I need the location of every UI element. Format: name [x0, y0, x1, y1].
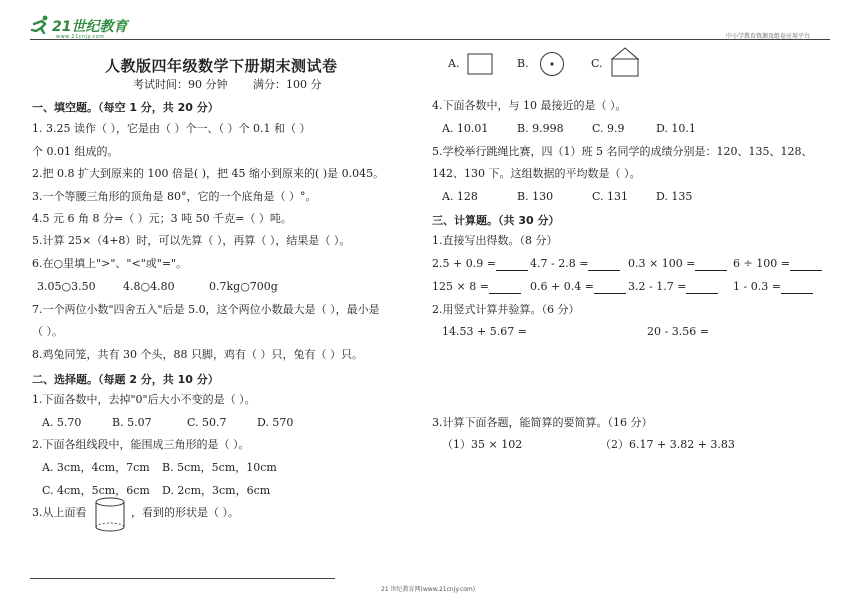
question-fill-4: 4.5 元 6 角 8 分=（ ）元；3 吨 50 千克=（ ）吨。 [32, 212, 292, 225]
question-fill-2: 2.把 0.8 扩大到原来的 100 倍是( )，把 45 缩小到原来的( )是 0.045。 [32, 167, 385, 180]
runner-logo-icon [30, 15, 52, 35]
choice-1-option-b: B. 5.07 [112, 416, 152, 429]
calc-item-r1c4: 6 ÷ 100 = [733, 257, 822, 271]
calc-question-3: 3.计算下面各题，能简算的要简算。（16 分） [432, 416, 653, 429]
section-3-heading: 三、计算题。（共 30 分） [432, 214, 560, 227]
shape-option-c-label: C. [591, 57, 603, 70]
calc-question-1: 1.直接写出得数。（8 分） [432, 234, 558, 247]
calc-item-r1c3: 0.3 × 100 = [628, 257, 727, 271]
calc-item-r2c1: 125 × 8 = [432, 280, 521, 294]
compare-item-2: 4.8○4.80 [123, 280, 175, 293]
choice-question-1: 1.下面各数中，去掉"0"后大小不变的是（ ）。 [32, 393, 256, 406]
choice-2-option-d: D. 2cm，3cm，6cm [162, 484, 271, 497]
logo-sub: www.21cnjy.com [56, 34, 105, 40]
exam-time: 考试时间：90 分钟 [133, 78, 228, 91]
choice-5-option-c: C. 131 [592, 190, 629, 203]
choice-2-option-a: A. 3cm，4cm，7cm [42, 461, 150, 474]
exam-score: 满分：100 分 [253, 78, 322, 91]
choice-question-3b: ，看到的形状是（ ）。 [131, 506, 239, 519]
section-1-heading: 一、填空题。（每空 1 分，共 20 分） [32, 101, 219, 114]
choice-question-5b: 142、130 下。这组数据的平均数是（ ）。 [432, 167, 641, 180]
choice-question-3a: 3.从上面看 [32, 506, 87, 519]
calc-item-r1c1: 2.5 + 0.9 = [432, 257, 528, 271]
choice-5-option-b: B. 130 [517, 190, 554, 203]
house-shape-icon [610, 46, 640, 78]
footer-rule [30, 578, 335, 579]
footer-text: 21 世纪教育网(www.21cnjy.com) [381, 586, 476, 593]
question-fill-1b: 个 0.01 组成的。 [32, 145, 119, 158]
question-fill-1a: 1. 3.25 读作（ ），它是由（ ）个一、（ ）个 0.1 和（ ） [32, 122, 311, 135]
choice-2-option-b: B. 5cm，5cm，10cm [162, 461, 277, 474]
choice-1-option-a: A. 5.70 [42, 416, 82, 429]
choice-question-5a: 5.学校举行跳绳比赛，四（1）班 5 名同学的成绩分别是：120、135、128、 [432, 145, 813, 158]
choice-1-option-d: D. 570 [257, 416, 294, 429]
choice-4-option-c: C. 9.9 [592, 122, 625, 135]
choice-question-2: 2.下面各组线段中，能围成三角形的是（ ）。 [32, 438, 250, 451]
choice-4-option-a: A. 10.01 [442, 122, 489, 135]
calc-question-2: 2.用竖式计算并验算。（6 分） [432, 303, 580, 316]
calc-item-r2c3: 3.2 - 1.7 = [628, 280, 718, 294]
question-fill-7a: 7.一个两位小数"四舍五入"后是 5.0，这个两位小数最大是（ ），最小是 [32, 303, 380, 316]
choice-4-option-d: D. 10.1 [656, 122, 696, 135]
choice-5-option-a: A. 128 [442, 190, 478, 203]
simplify-item-2: （2）6.17 + 3.82 + 3.83 [600, 438, 735, 451]
question-fill-8: 8.鸡兔同笼，共有 30 个头，88 只脚，鸡有（ ）只，兔有（ ）只。 [32, 348, 363, 361]
calc-item-r2c2: 0.6 + 0.4 = [530, 280, 626, 294]
vertical-calc-2: 20 - 3.56 = [647, 325, 709, 338]
question-fill-3: 3.一个等腰三角形的顶角是 80°，它的一个底角是（ ）°。 [32, 190, 317, 203]
choice-4-option-b: B. 9.998 [517, 122, 564, 135]
choice-2-option-c: C. 4cm，5cm，6cm [42, 484, 150, 497]
question-fill-7b: （ ）。 [32, 325, 63, 338]
cylinder-figure-icon [92, 496, 128, 534]
circle-shape-icon [539, 51, 565, 77]
compare-item-3: 0.7kg○700g [209, 280, 278, 293]
header-rule [30, 39, 830, 40]
square-shape-icon [467, 53, 493, 75]
calc-item-r2c4: 1 - 0.3 = [733, 280, 813, 294]
simplify-item-1: （1）35 × 102 [442, 438, 523, 451]
vertical-calc-1: 14.53 + 5.67 = [442, 325, 527, 338]
calc-item-r1c2: 4.7 - 2.8 = [530, 257, 620, 271]
logo-text: 21世纪教育 [52, 19, 128, 35]
choice-question-4: 4.下面各数中，与 10 最接近的是（ ）。 [432, 99, 627, 112]
shape-option-a-label: A. [448, 57, 460, 70]
section-2-heading: 二、选择题。（每题 2 分，共 10 分） [32, 373, 219, 386]
choice-5-option-d: D. 135 [656, 190, 693, 203]
question-fill-5: 5.计算 25×（4+8）时，可以先算（ ），再算（ ），结果是（ ）。 [32, 234, 351, 247]
header-right-text: 中小学教育资源及组卷应用平台 [726, 33, 811, 40]
compare-item-1: 3.05○3.50 [37, 280, 96, 293]
choice-1-option-c: C. 50.7 [187, 416, 227, 429]
page-title: 人教版四年级数学下册期末测试卷 [105, 57, 338, 75]
shape-option-b-label: B. [517, 57, 529, 70]
question-fill-6: 6.在○里填上">"、"<"或"="。 [32, 257, 188, 270]
